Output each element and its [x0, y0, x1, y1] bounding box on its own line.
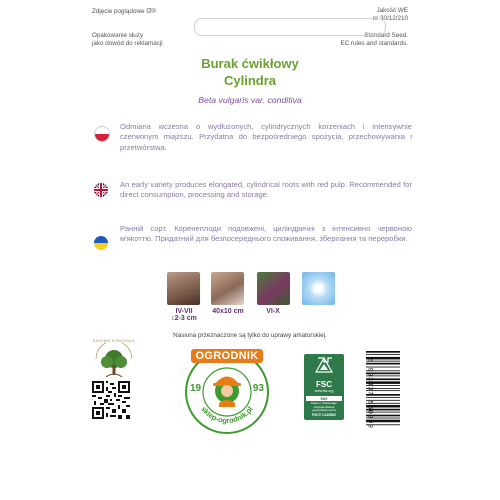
- description-pl: Odmiana wczesna o wydłużonych, cylindrycznych korzeniach i intensywnie czerwonym miąższu. Przydatna do bezpośredniego spożycia, przechowywania i przetwórstwa.: [120, 122, 412, 152]
- brand-website[interactable]: sklep-ogrodnik.pl: [199, 404, 255, 426]
- fsc-label: FSC www.fsc.org MIX Papier | Wspierając odpowiedzialną gospodarkę leśną FSC® C135962: [304, 354, 344, 420]
- quality-note: Jakość WE nr 30/12/210: [372, 7, 408, 22]
- uk-flag-icon: [94, 183, 108, 197]
- sun-icon: [302, 272, 335, 305]
- ukraine-flag-icon: [94, 236, 108, 250]
- barcode: [358, 350, 412, 442]
- year-right: 93: [252, 383, 264, 394]
- description-en: An early variety produces elongated, cylindrical roots with red pulp. Recommended for direct consumption, processing and storage.: [120, 180, 412, 200]
- latin-name: Beta vulgaris var. conditiva: [198, 95, 302, 105]
- ogrodnik-logo: [184, 349, 270, 435]
- barcode-number: 5 903837 560899: [366, 358, 374, 429]
- harvest-label: VI-X: [266, 308, 280, 315]
- product-variety: Cylindra: [223, 73, 276, 88]
- tree-logo: SIŁOWA KORZENIA: [92, 343, 136, 379]
- fsc-tree-icon: [304, 354, 344, 376]
- qr-code[interactable]: [92, 381, 130, 419]
- packaging-note: Opakowanie służy jako dowód do reklamacji: [92, 32, 163, 47]
- photo-note: Zdjęcie poglądowe α®: [92, 5, 157, 15]
- alpha-logo-icon: α: [146, 5, 152, 15]
- harvest-icon: [257, 272, 290, 305]
- spacing-label: 40x10 cm: [212, 308, 244, 315]
- amateur-notice: Nasiona przeznaczone są tylko do uprawy amatorskiej.: [173, 332, 327, 339]
- seed-packet: [84, 0, 416, 500]
- standard-note: Standard Seed. EC rules and standards.: [340, 32, 408, 47]
- sowing-label: IV-VII ↕2-3 cm: [171, 308, 197, 322]
- brand-name-banner: OGRODNIK: [184, 346, 270, 364]
- tree-icon: [92, 343, 136, 379]
- year-left: 19: [190, 383, 202, 394]
- spacing-icon: [211, 272, 244, 305]
- poland-flag-icon: [94, 126, 110, 142]
- hang-slot-outline: [194, 18, 386, 36]
- sowing-icon: [167, 272, 200, 305]
- description-uk: Ранній сорт. Коренеплоди подовжені, циліндричні з інтенсивно червоною м'якоттю. Придатний для безпосереднього споживання, зберігання та переробки.: [120, 224, 412, 244]
- product-name: Burak ćwikłowy: [201, 56, 299, 71]
